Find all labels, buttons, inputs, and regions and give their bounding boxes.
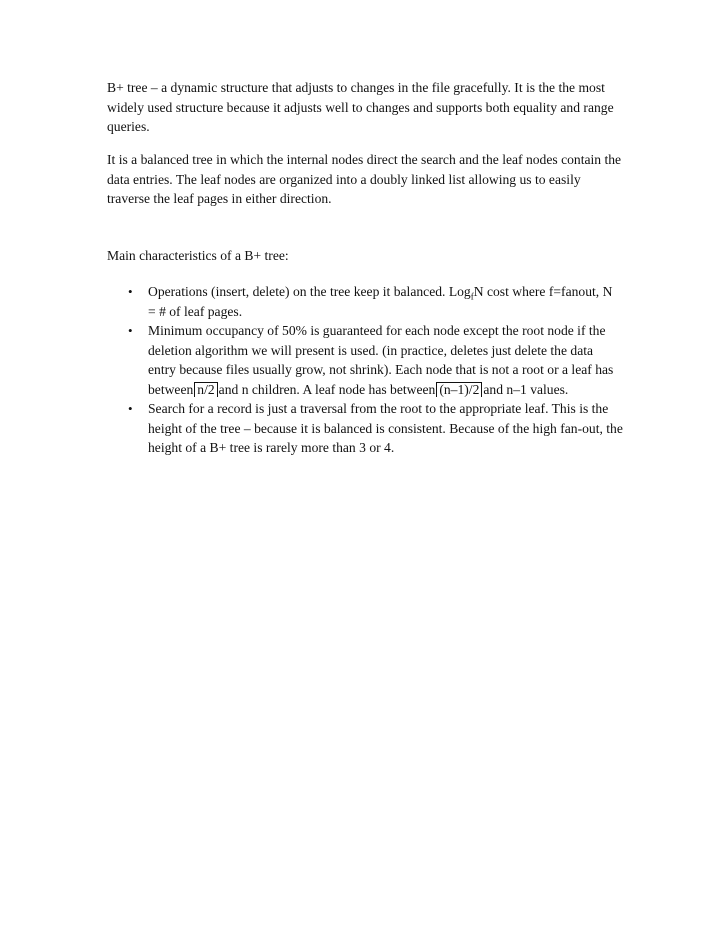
bullet-icon: • (128, 284, 133, 299)
list-item (128, 282, 623, 321)
bullet-text: and n–1 values. (483, 381, 569, 397)
bullet-icon: • (128, 401, 133, 416)
list-item (128, 399, 623, 458)
bullet-text: and n children. A leaf node has between (218, 381, 436, 397)
ceiling-expression: n/2 (194, 382, 217, 397)
characteristics-list (128, 282, 623, 458)
characteristics-heading: Main characteristics of a B+ tree: (107, 248, 289, 263)
bullet-text: Minimum occupancy of 50% is guaranteed for each node except the root node if the deletion algorithm we will present is used. (in practice, deletes just delete the data entry because files usually grow, not shrink). Each node that is not a root or a leaf has between (148, 323, 614, 397)
log-subscript: f (470, 291, 474, 302)
balanced-tree-paragraph: It is a balanced tree in which the internal nodes direct the search and the leaf nodes contain the data entries. The leaf nodes are organized into a doubly linked list allowing us to easily traverse the leaf pages in either direction. (107, 152, 622, 206)
list-item (128, 321, 623, 399)
bullet-text: Search for a record is just a traversal from the root to the appropriate leaf. This is the height of the tree – because it is balanced is consistent. Because of the high fan-out, the height of a B+ tree is rarely more than 3 or 4. (148, 401, 623, 455)
ceiling-expression: (n–1)/2 (436, 382, 482, 397)
bullet-icon: • (128, 323, 133, 338)
intro-paragraph: B+ tree – a dynamic structure that adjusts to changes in the file gracefully. It is the the most widely used structure because it adjusts well to changes and supports both equality and range queries. (107, 80, 614, 134)
bullet-text: N cost where f=fanout, N = # of leaf pages. (148, 284, 613, 319)
bullet-text: Operations (insert, delete) on the tree keep it balanced. Log (148, 284, 471, 299)
